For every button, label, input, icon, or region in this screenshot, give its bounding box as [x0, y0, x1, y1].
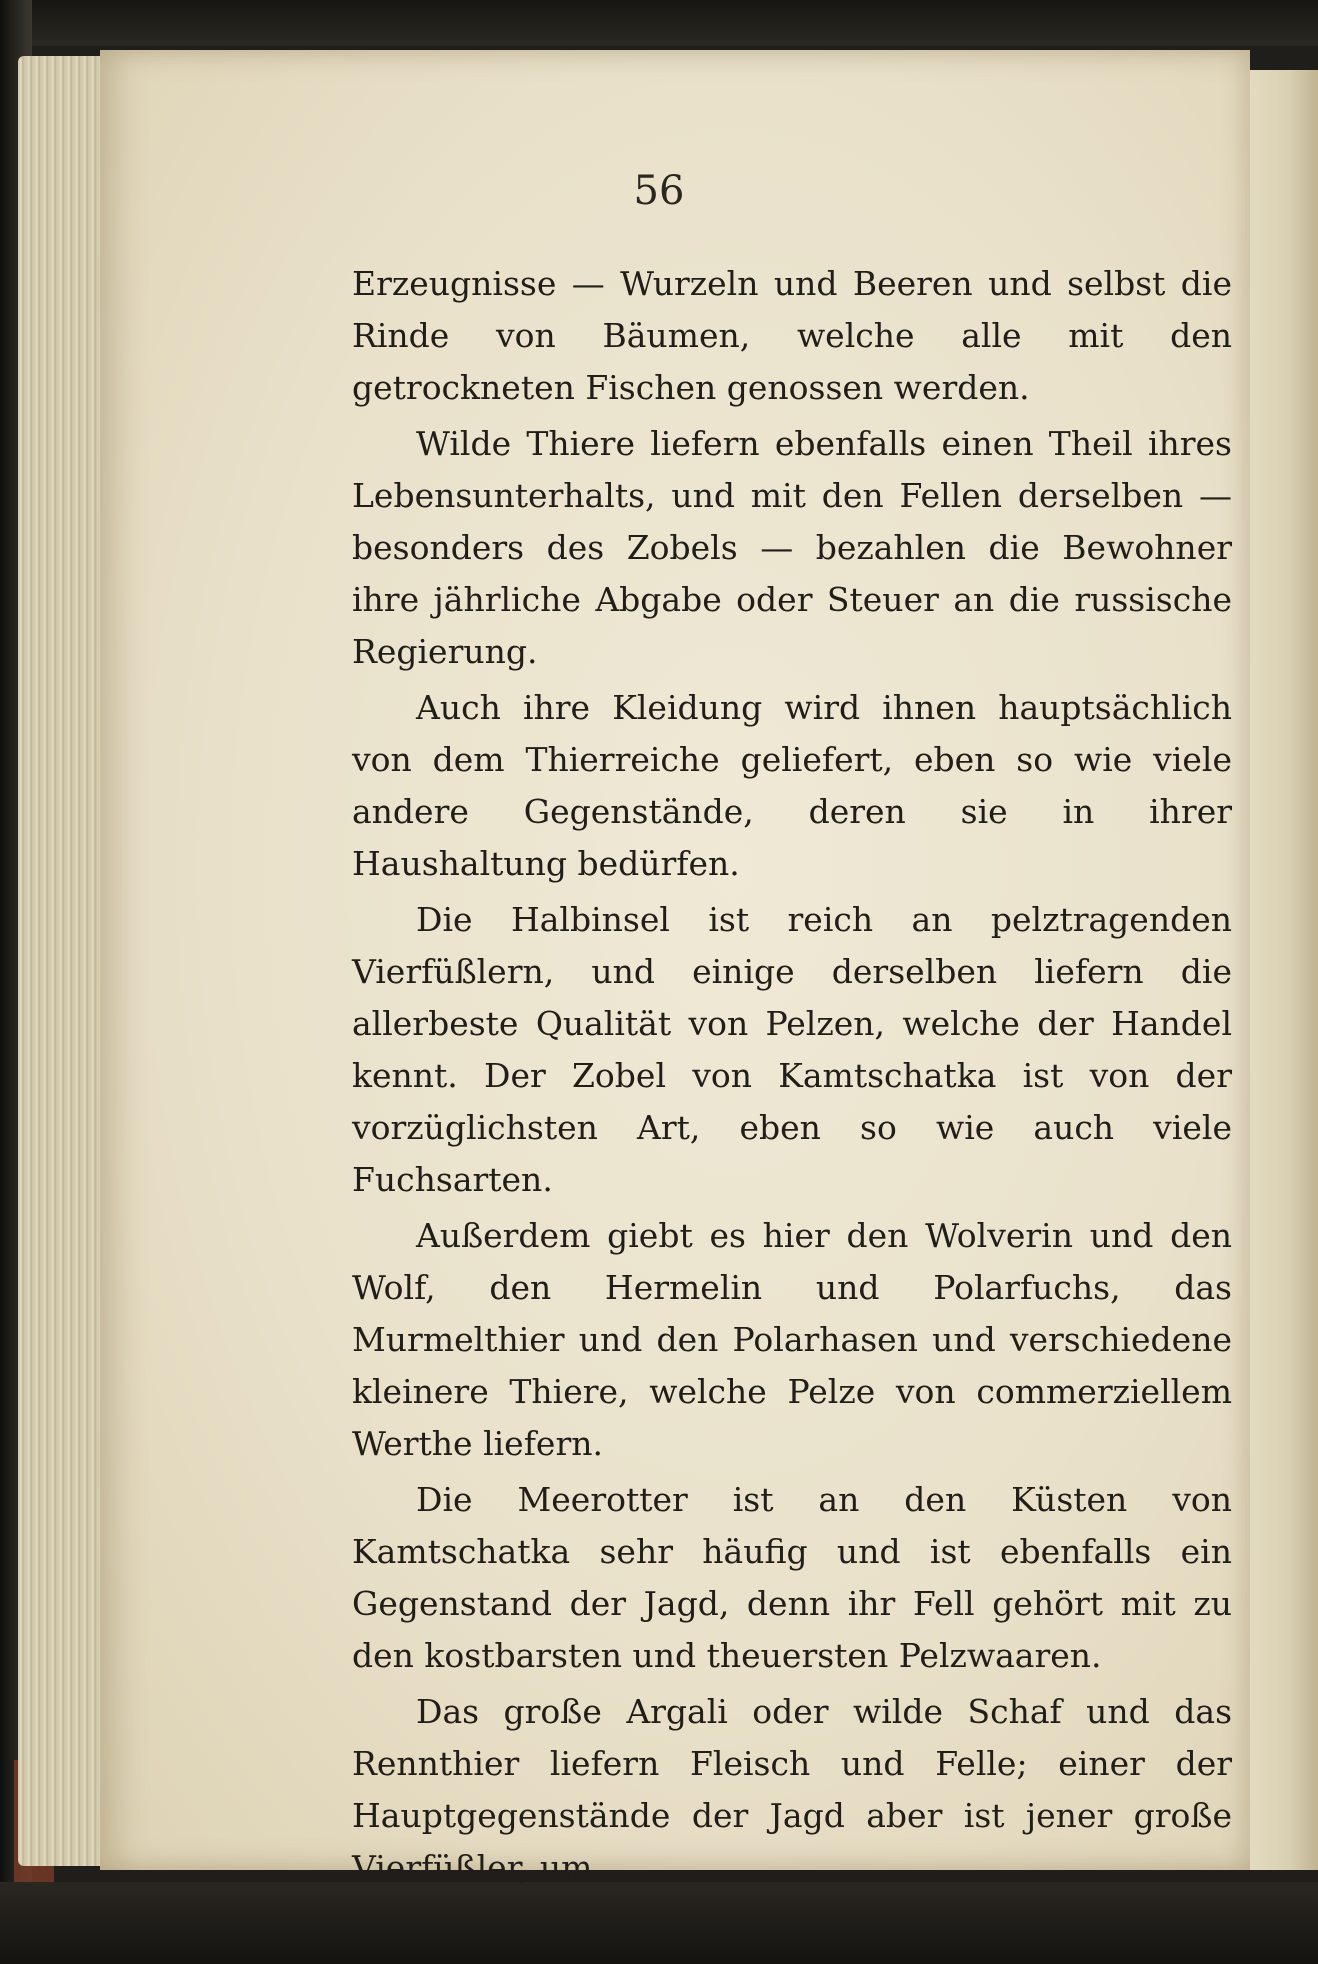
page-text	[352, 258, 1232, 1898]
book-cover-top	[0, 0, 1318, 46]
paragraph-6: Die Meerotter ist an den Küsten von Kamtschatka sehr häufig und ist ebenfalls ein Gegenstand der Jagd, denn ihr Fell gehört mit zu den kostbarsten und theuersten Pelzwaaren.	[352, 1480, 1232, 1675]
paragraph-7: Das große Argali oder wilde Schaf und das Rennthier liefern Fleisch und Felle; einer der Hauptgegenstände der Jagd aber ist jener große Vierfüßler, um	[352, 1692, 1232, 1887]
next-page-edge	[1250, 70, 1318, 1870]
paragraph-3: Auch ihre Kleidung wird ihnen hauptsächlich von dem Thierreiche geliefert, eben so wie viele andere Gegenstände, deren sie in ihrer Haushaltung bedürfen.	[352, 688, 1232, 883]
paragraph-1: Erzeugnisse — Wurzeln und Beeren und selbst die Rinde von Bäumen, welche alle mit den getrockneten Fischen genossen werden.	[352, 264, 1232, 407]
paragraph-5: Außerdem giebt es hier den Wolverin und den Wolf, den Hermelin und Polarfuchs, das Murmelthier und den Polarhasen und verschiedene kleinere Thiere, welche Pelze von commerziellem Werthe liefern.	[352, 1216, 1232, 1463]
page-number: 56	[633, 168, 685, 214]
paragraph-4: Die Halbinsel ist reich an pelztragenden Vierfüßlern, und einige derselben liefern die allerbeste Qualität von Pelzen, welche der Handel kennt. Der Zobel von Kamtschatka ist von der vorzüglichsten Art, eben so wie auch viele Fuchsarten.	[352, 900, 1232, 1199]
paragraph-2: Wilde Thiere liefern ebenfalls einen Theil ihres Lebensunterhalts, und mit den Fellen derselben — besonders des Zobels — bezahlen die Bewohner ihre jährliche Abgabe oder Steuer an die russische Regierung.	[352, 424, 1232, 671]
